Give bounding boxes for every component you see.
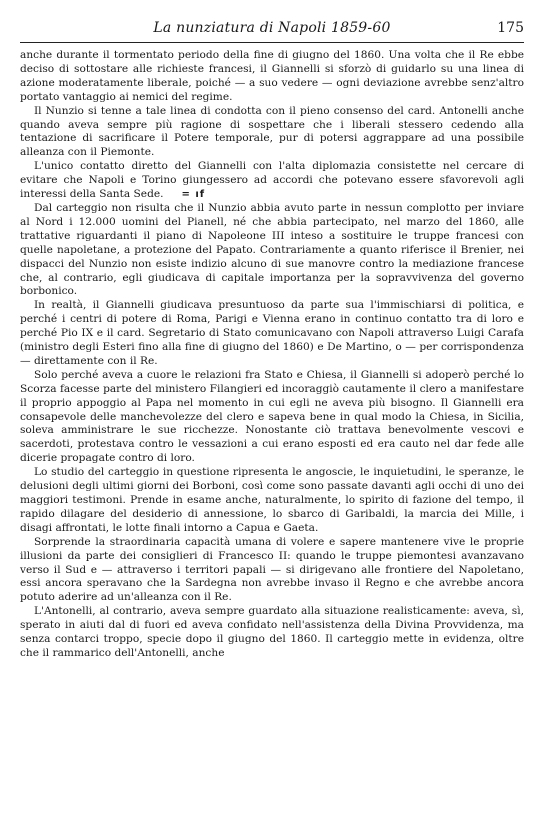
paragraph-text: Dal carteggio non risulta che il Nunzio abbia avuto parte in nessun complotto per inviare al Nord i 12.000 uomini del Pianell, né che abbia partecipato, nel marzo del 1860, alle trattative riguardanti il piano di Napoleone III inteso a sostituire le truppe francesi con quelle napoletane, a protezione del Papato. Contrariamente a quanto riferisce il Brenier, nei dispacci del Nunzio non esiste indizio alcuno di sue manovre contro la mediazione francese che, al contrario, egli giudicava di capitale importanza per la sopravvivenza del governo borbonico. — [20, 201, 524, 298]
paragraph — [20, 466, 524, 536]
paragraph — [20, 105, 524, 161]
paragraph — [20, 49, 524, 105]
paragraph — [20, 536, 524, 606]
paragraph-text: Lo studio del carteggio in questione ripresenta le angoscie, le inquietudini, le speranze, le delusioni degli ultimi giorni dei Borboni, così come sono passate davanti agli occhi di uno dei maggiori testimoni. Prende in esame anche, naturalmente, lo spirito di fazione del tempo, il rapido dilagare del desiderio di annessione, lo sbarco di Garibaldi, la marcia dei Mille, i disagi affrontati, le lotte finali intorno a Capua e Gaeta. — [20, 466, 524, 534]
paragraph-text: In realtà, il Giannelli giudicava presuntuoso da parte sua l'immischiarsi di politica, e perché i centri di potere di Roma, Parigi e Vienna erano in continuo contatto tra di loro e perché Pio IX e il card. Segretario di Stato comunicavano con Napoli attraverso Luigi Carafa (ministro degli Esteri fino alla fine di giugno del 1860) e De Martino, o — per corrispondenza — direttamente con il Re. — [20, 299, 524, 367]
paragraph — [20, 299, 524, 369]
paragraph-text: Solo perché aveva a cuore le relazioni fra Stato e Chiesa, il Giannelli si adoperò perché lo Scorza facesse parte del ministero Filangieri ed incoraggiò cautamente il clero a manifestare il proprio appoggio al Papa nel momento in cui egli ne aveva più bisogno. Il Giannelli era consapevole delle manchevolezze del clero e sapeva bene in qual modo la Chiesa, in Sicilia, soleva amministrare le sue ricchezze. Nonostante ciò trattava benevolmente vescovi e sacerdoti, protestava contro le vessazioni a cui erano esposti ed era cauto nel dar fede alle dicerie propagate contro di loro. — [20, 368, 524, 465]
paragraph-text: L'unico contatto diretto del Giannelli con l'alta diplomazia consistette nel cercare di evitare che Napoli e Torino giungessero ad accordi che potevano essere sfavorevoli agli interessi della Santa Sede. — [20, 160, 524, 201]
page-number: 175 — [497, 20, 524, 36]
paragraph-text: anche durante il tormentato periodo della fine di giugno del 1860. Una volta che il Re ebbe deciso di sottostare alle richieste francesi, il Giannelli si sforzò di guidarlo su una linea di azione moderatamente liberale, poiché — a suo vedere — ogni deviazione avrebbe senz'altro portato vantaggio ai nemici del regime. — [20, 49, 524, 103]
paragraph — [20, 202, 524, 299]
page-header — [20, 18, 524, 43]
margin-mark: = ıf — [181, 189, 206, 201]
paragraph-text: L'Antonelli, al contrario, aveva sempre guardato alla situazione realisticamente: aveva, sì, sperato in aiuti dal di fuori ed aveva confidato nell'assistenza della Divina Provvidenza, ma senza contarci troppo, specie dopo il giugno del 1860. Il carteggio mette in evidenza, oltre che il rammarico dell'Antonelli, anche — [20, 605, 524, 659]
paragraph — [20, 160, 524, 202]
paragraph — [20, 605, 524, 661]
running-title: La nunziatura di Napoli 1859-60 — [153, 20, 391, 36]
body-text — [20, 49, 524, 661]
paragraph — [20, 369, 524, 466]
paragraph-text: Sorprende la straordinaria capacità umana di volere e sapere mantenere vive le proprie illusioni da parte dei consiglieri di Francesco II: quando le truppe piemontesi avanzavano verso il Sud e — attraverso i territori papali — si dirigevano alle frontiere del Napoletano, essi ancora speravano che la Sardegna non avrebbe invaso il Regno e che avrebbe ancora potuto aderire ad un'alleanza con il Re. — [20, 535, 524, 604]
paragraph-text: Il Nunzio si tenne a tale linea di condotta con il pieno consenso del card. Antonelli anche quando aveva sempre più ragione di sospettare che i liberali stessero cedendo alla tentazione di sacrificare il Potere temporale, pur di potersi aggrappare ad una possibile alleanza con il Piemonte. — [20, 104, 524, 159]
